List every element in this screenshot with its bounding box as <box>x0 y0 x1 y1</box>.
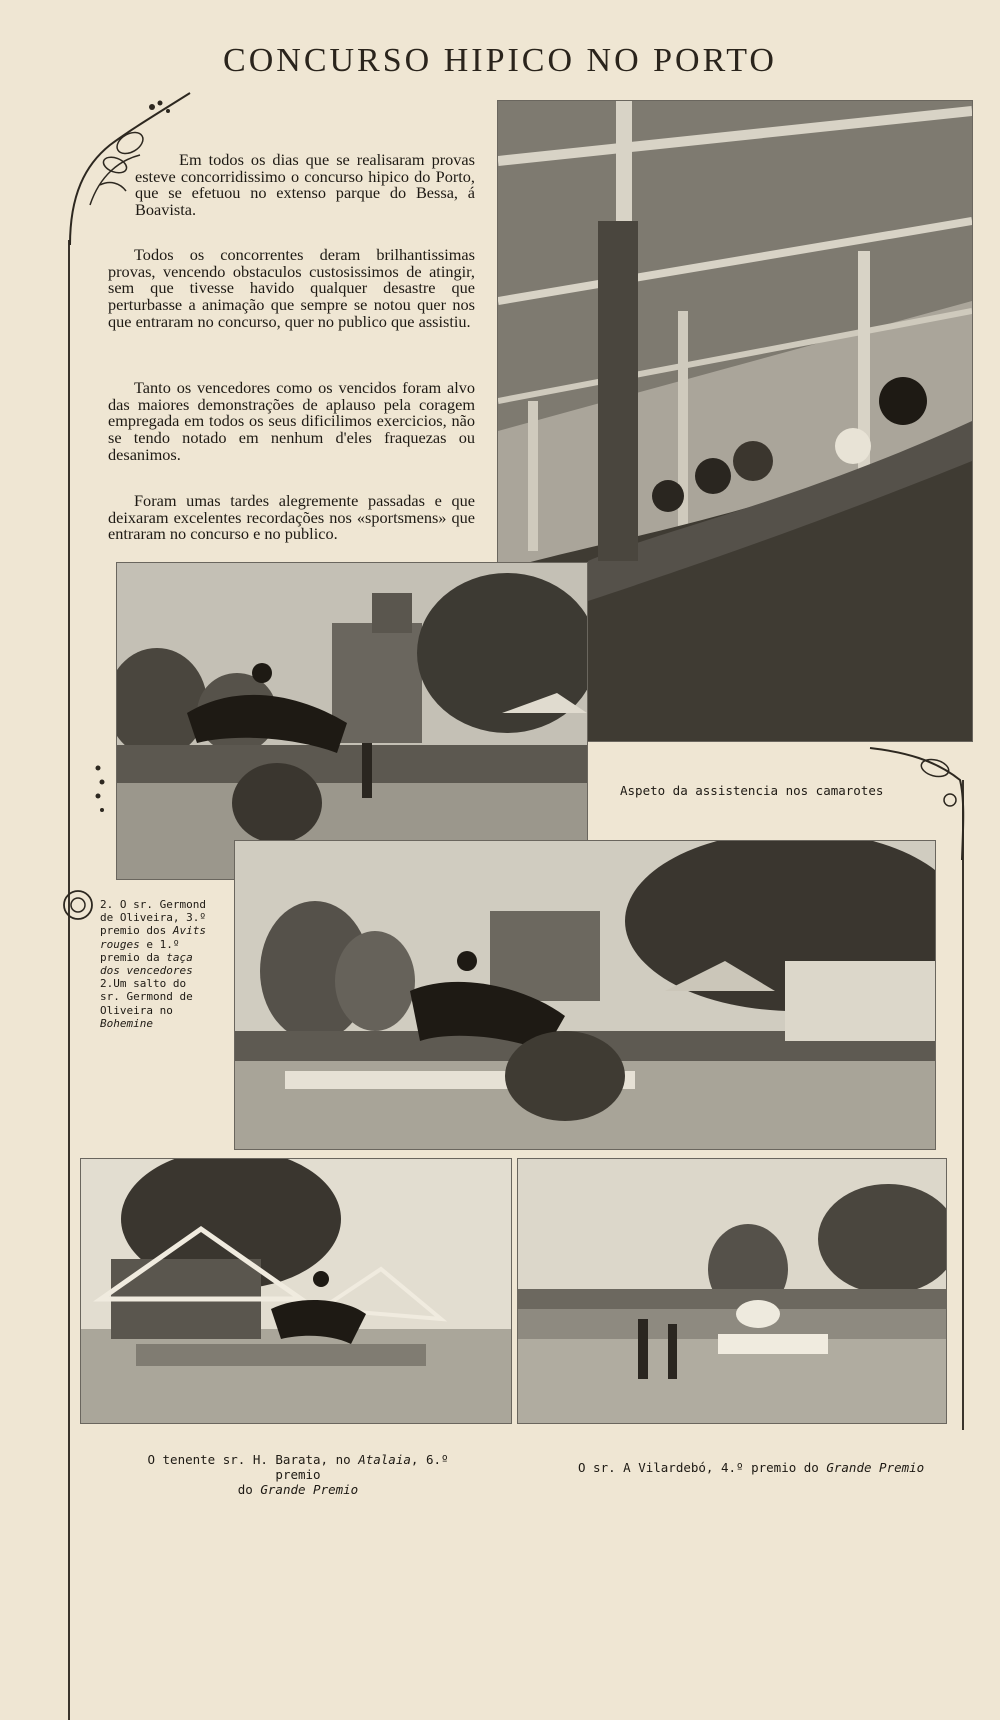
article-paragraph-2: Todos os concorrentes deram brilhantissimas provas, vencendo obstaculos custosissimos de atingir, sem que tivesse havido qualquer desastre que perturbasse a animação que sempre se notou quer nos que entraram no concurso, quer no publico que assistiu. <box>108 245 475 331</box>
caption-barata: O tenente sr. H. Barata, no Atalaia, 6.º premio do Grande Premio <box>147 1452 449 1497</box>
barata-atalaia-photo <box>80 1158 512 1424</box>
rider-jump-1-photo <box>116 562 588 880</box>
caption-side <box>100 898 210 1030</box>
caption-stands: Aspeto da assistencia nos camarotes <box>620 783 884 798</box>
caption-side-second: 2.Um salto do sr. Germond de Oliveira no Bohemine <box>100 977 193 1030</box>
caption-side-first: 2. O sr. Germond de Oliveira, 3.º premio dos Avits rouges e 1.º premio da taça dos vencedores <box>100 898 206 978</box>
caption-vilardebo: O sr. A Vilardebó, 4.º premio do Grande Premio <box>578 1460 925 1475</box>
dot-ornament-left <box>90 760 110 820</box>
article-paragraph-1: Em todos os dias que se realisaram provas esteve concorridissimo o concurso hipico do Porto, que se efetuou no extenso parque do Bessa, á Boavista. <box>135 150 475 220</box>
frame-right-line <box>962 780 964 1430</box>
article-paragraph-3: Tanto os vencedores como os vencidos foram alvo das maiores demonstrações de aplauso pela coragem empregada em todos os seus dificilimos exercicios, não se tendo notado em nenhum d'eles fraquezas ou desanimos. <box>108 378 475 464</box>
article-paragraph-4: Foram umas tardes alegremente passadas e que deixaram excelentes recordações nos «sportsmens» que entraram no concurso e no publico. <box>108 491 475 544</box>
rider-jump-2-photo <box>234 840 936 1150</box>
spiral-ornament-left <box>56 875 106 935</box>
vilardebo-photo <box>517 1158 947 1424</box>
page-title: CONCURSO HIPICO NO PORTO <box>223 42 777 79</box>
frame-left-line <box>68 240 70 1720</box>
